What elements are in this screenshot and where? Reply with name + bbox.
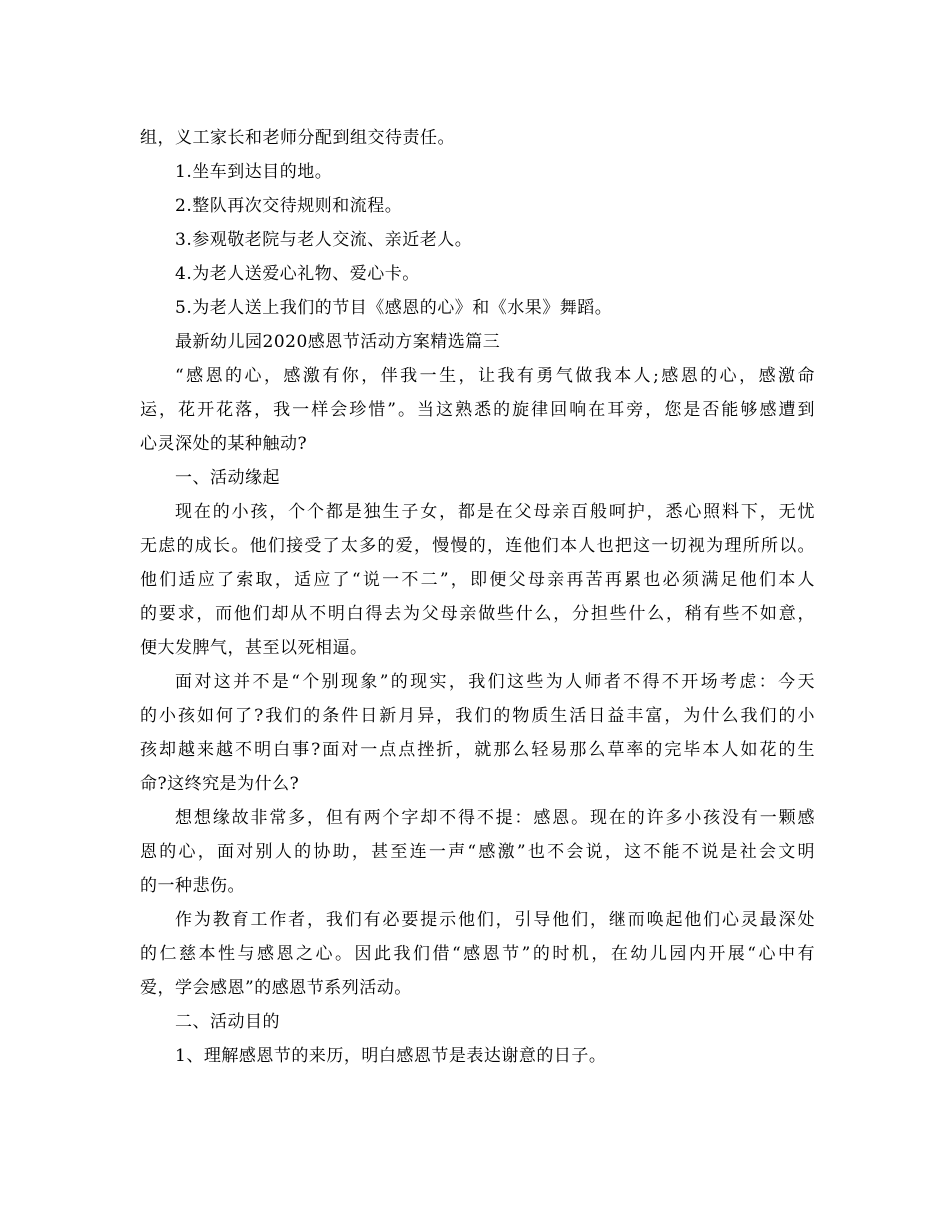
list-item: 4.为老人送爱心礼物、爱心卡。: [175, 264, 420, 284]
list-item: 2.整队再次交待规则和流程。: [175, 196, 403, 216]
text-line: “感恩的心，感激有你，伴我一生，让我有勇气做我本人;感恩的心，感激命: [175, 366, 815, 386]
text-line: 孩却越来越不明白事?面对一点点挫折，就那么轻易那么草率的完毕本人如花的生: [140, 740, 815, 760]
text-line: 运，花开花落，我一样会珍惜”。当这熟悉的旋律回响在耳旁，您是否能够感遭到: [140, 400, 815, 420]
text-line: 组，义工家长和老师分配到组交待责任。: [140, 128, 455, 148]
text-line: 命?这终究是为什么?: [140, 774, 300, 794]
text-line: 心灵深处的某种触动?: [140, 434, 308, 454]
section-heading: 最新幼儿园2020感恩节活动方案精选篇三: [175, 332, 501, 352]
text-line: 的一种悲伤。: [140, 876, 245, 896]
section-heading: 一、活动缘起: [175, 468, 280, 488]
section-heading: 二、活动目的: [175, 1012, 280, 1032]
text-line: 面对这并不是“个别现象”的现实，我们这些为人师者不得不开场考虑：今天: [175, 672, 815, 692]
text-line: 无虑的成长。他们接受了太多的爱，慢慢的，连他们本人也把这一切视为理所所以。: [140, 536, 815, 556]
text-line: 作为教育工作者，我们有必要提示他们，引导他们，继而唤起他们心灵最深处: [175, 910, 815, 930]
text-line: 便大发脾气，甚至以死相逼。: [140, 638, 368, 658]
list-item: 1、理解感恩节的来历，明白感恩节是表达谢意的日子。: [175, 1046, 607, 1066]
text-line: 的要求，而他们却从不明白得去为父母亲做些什么，分担些什么，稍有些不如意，: [140, 604, 815, 624]
text-line: 的仁慈本性与感恩之心。因此我们借“感恩节”的时机，在幼儿园内开展“心中有: [140, 944, 815, 964]
text-line: 他们适应了索取，适应了“说一不二”，即便父母亲再苦再累也必须满足他们本人: [140, 570, 815, 590]
list-item: 5.为老人送上我们的节目《感恩的心》和《水果》舞蹈。: [175, 298, 613, 318]
text-line: 现在的小孩，个个都是独生子女，都是在父母亲百般呵护，悉心照料下，无忧: [175, 502, 815, 522]
list-item: 3.参观敬老院与老人交流、亲近老人。: [175, 230, 473, 250]
text-line: 的小孩如何了?我们的条件日新月异，我们的物质生活日益丰富，为什么我们的小: [140, 706, 815, 726]
text-line: 恩的心，面对别人的协助，甚至连一声“感激”也不会说，这不能不说是社会文明: [140, 842, 815, 862]
document-body: [140, 121, 815, 1073]
list-item: 1.坐车到达目的地。: [175, 162, 333, 182]
text-line: 爱，学会感恩”的感恩节系列活动。: [140, 978, 412, 998]
text-line: 想想缘故非常多，但有两个字却不得不提：感恩。现在的许多小孩没有一颗感: [175, 808, 815, 828]
